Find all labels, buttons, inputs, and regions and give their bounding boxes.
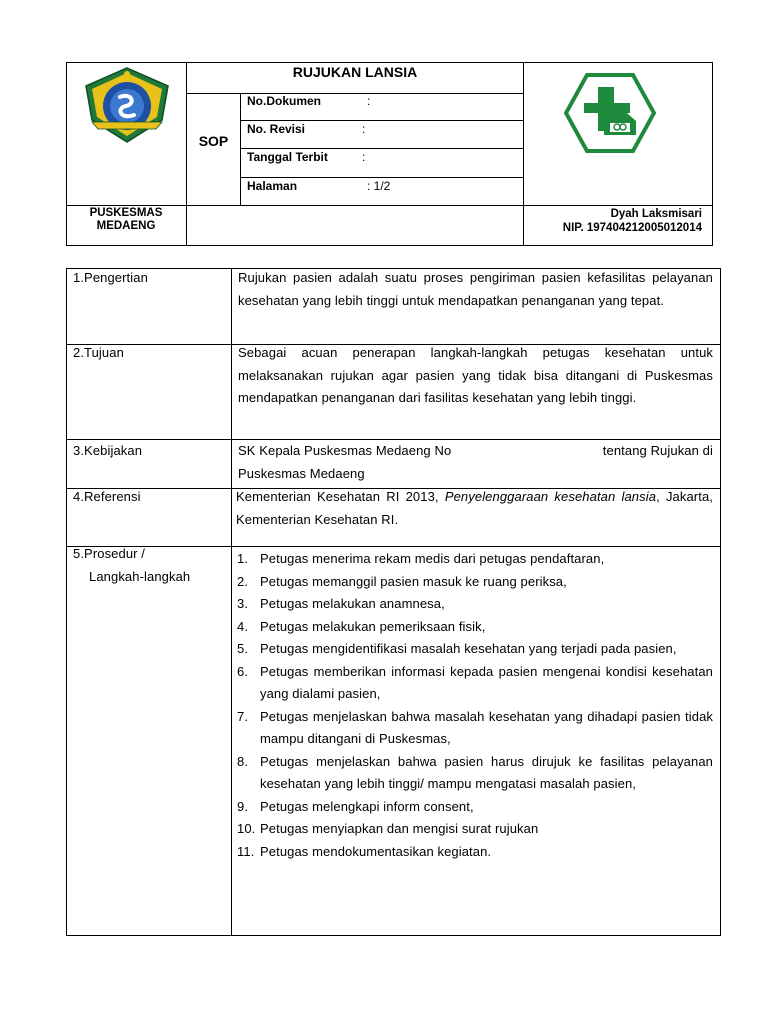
procedure-step-number: 11. — [237, 843, 255, 859]
procedure-step-text: Petugas mendokumentasikan kegiatan. — [260, 843, 492, 859]
procedure-step-number: 2. — [237, 573, 249, 589]
label-prosedur — [73, 543, 190, 588]
label-tujuan: 2.Tujuan — [73, 345, 124, 360]
procedure-step-number: 3. — [237, 596, 249, 611]
label-kebijakan: 3.Kebijakan — [73, 443, 143, 458]
field-value-no-dokumen: : — [367, 94, 371, 108]
procedure-step — [237, 706, 713, 751]
procedure-step-number: 5. — [237, 641, 249, 656]
text-kebijakan — [238, 440, 713, 485]
procedure-step-text: Petugas melakukan pemeriksaan fisik, — [260, 618, 486, 634]
field-label-no-revisi: No. Revisi — [247, 122, 306, 136]
procedure-step-text: Petugas menyiapkan dan mengisi surat rujukan — [260, 821, 539, 836]
field-label-no-dokumen: No.Dokumen — [247, 94, 322, 108]
procedure-step — [237, 548, 713, 571]
regency-emblem-icon — [76, 66, 178, 144]
procedure-step-text: Petugas melengkapi inform consent, — [260, 798, 474, 814]
text-tujuan: Sebagai acuan penerapan langkah-langkah petugas kesehatan untuk melaksanakan rujukan agar pasien yang tidak bisa ditangani di Puskesmas mendapatkan penanganan dari fasilitas kesehatan yang lebih tinggi. — [238, 345, 713, 405]
procedure-step — [237, 616, 713, 639]
label-prosedur-line2: Langkah-langkah — [89, 568, 191, 584]
procedure-step-number: 10. — [237, 821, 256, 836]
procedure-step-number: 8. — [237, 753, 249, 769]
procedure-list — [237, 548, 713, 863]
referensi-title: Penyelenggaraan kesehatan lansia — [444, 489, 657, 504]
referensi-text-b: , Jakarta, Kementerian Kesehatan RI. — [236, 489, 713, 527]
kebijakan-text-a: SK Kepala Puskesmas Medaeng No — [238, 443, 452, 458]
org-name-line2: MEDAENG — [96, 220, 156, 232]
referensi-text-a: Kementerian Kesehatan RI 2013, — [236, 489, 439, 504]
procedure-step — [237, 841, 713, 864]
procedure-step-number: 1. — [237, 551, 249, 566]
procedure-step — [237, 593, 713, 616]
procedure-step-text: Petugas menerima rekam medis dari petugas pendaftaran, — [260, 551, 605, 566]
procedure-step-text: Petugas menjelaskan bahwa pasien harus dirujuk ke fasilitas pelayanan kesehatan yang lebih tinggi/ mampu mengatasi masalah pasien, — [260, 753, 713, 791]
procedure-step — [237, 571, 713, 594]
field-label-halaman: Halaman — [247, 179, 298, 193]
label-prosedur-line1: 5.Prosedur / — [73, 546, 146, 561]
org-name-line1: PUSKESMAS — [89, 207, 163, 219]
procedure-step-number: 9. — [237, 798, 249, 814]
procedure-step — [237, 796, 713, 819]
text-referensi — [236, 486, 713, 531]
label-pengertian: 1.Pengertian — [73, 270, 148, 285]
procedure-step-text: Petugas melakukan anamnesa, — [260, 596, 445, 611]
procedure-step-text: Petugas menjelaskan bahwa masalah kesehatan yang dihadapi pasien tidak mampu ditangani di Puskesmas, — [260, 708, 713, 746]
kebijakan-text-b: tentang Rujukan di — [602, 443, 713, 458]
kebijakan-text-c: Puskesmas Medaeng — [238, 465, 365, 481]
procedure-step-number: 4. — [237, 618, 249, 634]
signer-nip: NIP. 197404212005012014 — [562, 222, 702, 234]
procedure-step — [237, 661, 713, 706]
signer-block — [524, 207, 702, 235]
text-pengertian: Rujukan pasien adalah suatu proses pengiriman pasien kefasilitas pelayanan kesehatan yang lebih tinggi untuk mendapatkan penanganan yang tepat. — [238, 270, 713, 308]
procedure-step-text: Petugas mengidentifikasi masalah kesehatan yang terjadi pada pasien, — [260, 641, 677, 656]
procedure-step — [237, 638, 713, 661]
procedure-step-text: Petugas memanggil pasien masuk ke ruang periksa, — [260, 573, 567, 589]
procedure-step-number: 6. — [237, 663, 249, 679]
procedure-step-text: Petugas memberikan informasi kepada pasien mengenai kondisi kesehatan yang dialami pasien, — [260, 663, 713, 701]
label-referensi: 4.Referensi — [73, 489, 141, 504]
org-name — [66, 207, 186, 233]
field-value-halaman: : 1/2 — [367, 179, 391, 193]
document-title: RUJUKAN LANSIA — [292, 64, 418, 80]
field-label-tanggal-terbit: Tanggal Terbit — [247, 150, 328, 164]
procedure-step-number: 7. — [237, 708, 249, 724]
procedure-step — [237, 751, 713, 796]
puskesmas-cross-icon — [564, 73, 656, 153]
field-value-no-revisi: : — [362, 122, 366, 136]
signer-name: Dyah Laksmisari — [610, 208, 702, 220]
procedure-step — [237, 818, 713, 841]
sop-label: SOP — [198, 133, 229, 149]
field-value-tanggal-terbit: : — [362, 150, 366, 164]
